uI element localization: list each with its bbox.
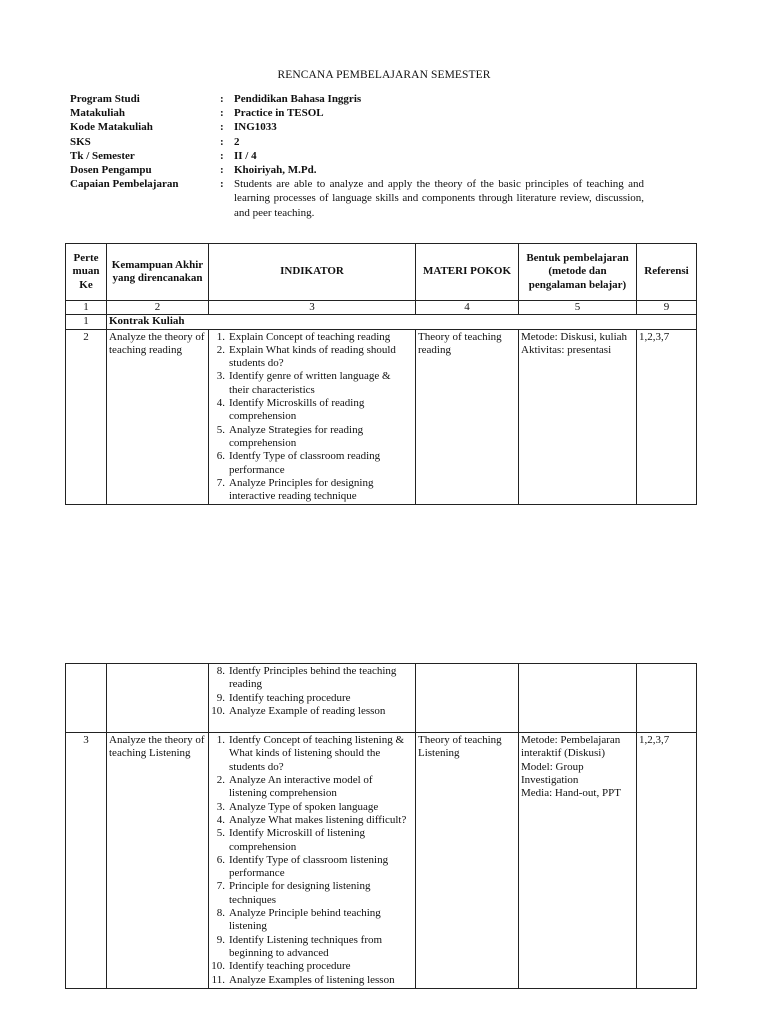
list-text: Analyze Type of spoken language	[229, 800, 379, 813]
list-item	[211, 370, 411, 397]
list-item	[211, 907, 411, 934]
list-text: Identify teaching procedure	[229, 691, 351, 704]
method-text: Metode: Pembelajaran interaktif (Diskusi)	[521, 734, 621, 760]
meta-value: Khoiriyah, M.Pd.	[234, 164, 317, 177]
list-item	[211, 424, 411, 451]
list-item	[211, 692, 411, 705]
meta-colon: :	[220, 107, 224, 120]
meta-value: ING1033	[234, 121, 277, 134]
list-number: 5.	[216, 423, 225, 436]
media-text: Media: Hand-out, PPT	[521, 787, 621, 800]
table-header-row	[66, 244, 697, 301]
material-cell: Theory of teaching reading	[416, 329, 519, 505]
list-item	[211, 854, 411, 881]
indicator-cell	[209, 329, 416, 505]
meta-row	[70, 92, 650, 106]
list-text: Identify Listening techniques from beginning to advanced	[229, 933, 383, 959]
competency-cell: Analyze the theory of teaching Listening	[107, 733, 209, 989]
list-text: Analyze What makes listening difficult?	[229, 813, 407, 826]
list-item	[211, 477, 411, 504]
list-item	[211, 974, 411, 987]
list-number: 9.	[216, 691, 225, 704]
meta-value: Pendidikan Bahasa Inggris	[234, 93, 362, 105]
learning-outcome-text: Students are able to analyze and apply the theory of the basic principles of teaching and learning processes of language skills and components through literature review, discussion, and peer teaching.	[234, 178, 644, 219]
table-row	[66, 733, 697, 989]
column-number: 3	[209, 301, 416, 315]
list-number: 3.	[216, 370, 225, 383]
meeting-number: 1	[66, 315, 107, 329]
column-number-row	[66, 301, 697, 315]
table-row	[66, 329, 697, 505]
meta-row	[70, 106, 650, 120]
meta-label: Tk / Semester	[70, 149, 135, 162]
course-info	[70, 92, 650, 220]
column-number: 4	[416, 301, 519, 315]
list-number: 1.	[216, 734, 225, 747]
meta-colon: :	[220, 93, 224, 105]
list-number: 8.	[216, 665, 225, 677]
list-text: Analyze Principle behind teaching listening	[229, 907, 381, 933]
list-item	[211, 397, 411, 424]
meta-colon: :	[220, 164, 224, 177]
table-row	[66, 664, 697, 733]
meta-row	[70, 177, 650, 220]
list-number: 2.	[216, 774, 225, 787]
list-number: 7.	[216, 476, 225, 489]
header-cell: MATERI POKOK	[416, 244, 519, 301]
list-text: Analyze An interactive model of listening comprehension	[229, 774, 373, 800]
list-item	[211, 774, 411, 801]
meta-label: SKS	[70, 135, 91, 148]
indicator-list	[211, 665, 411, 718]
list-text: Analyze Principles for designing interactive reading technique	[229, 476, 374, 503]
indicator-cell	[209, 664, 416, 733]
meta-label: Matakuliah	[70, 107, 126, 120]
competency-cell: Analyze the theory of teaching reading	[107, 329, 209, 505]
competency-cell	[107, 664, 209, 733]
list-text: Principle for designing listening techniques	[229, 880, 371, 906]
list-text: Identify Type of classroom listening performance	[229, 853, 389, 880]
meta-colon: :	[220, 149, 224, 162]
rps-table	[65, 243, 697, 505]
header-cell: Bentuk pembelajaran (metode dan pengalaman belajar)	[519, 244, 637, 301]
meta-value: II / 4	[234, 149, 257, 162]
course-contract-cell: Kontrak Kuliah	[107, 315, 697, 329]
meta-colon: :	[220, 178, 224, 191]
list-text: Identfy Principles behind the teaching reading	[229, 665, 397, 691]
meta-row	[70, 163, 650, 177]
list-number: 9.	[216, 933, 225, 946]
indicator-list	[211, 734, 411, 987]
list-item	[211, 344, 411, 371]
reference-cell: 1,2,3,7	[637, 329, 697, 505]
model-text: Model: Group Investigation	[521, 760, 584, 787]
list-number: 11.	[211, 973, 225, 986]
column-number: 2	[107, 301, 209, 315]
header-cell: INDIKATOR	[209, 244, 416, 301]
meeting-number	[66, 664, 107, 733]
list-number: 6.	[216, 853, 225, 866]
learning-form-cell	[519, 733, 637, 989]
meta-label: Program Studi	[70, 93, 140, 105]
list-number: 5.	[216, 827, 225, 840]
list-item	[211, 960, 411, 973]
rps-table-continued	[65, 663, 697, 989]
list-text: Identify Microskill of listening comprehension	[229, 827, 365, 853]
meeting-number: 2	[66, 329, 107, 505]
meta-label: Kode Matakuliah	[70, 121, 153, 134]
header-cell: Perte muan Ke	[66, 244, 107, 301]
meta-row	[70, 120, 650, 134]
meta-colon: :	[220, 121, 224, 134]
list-number: 8.	[216, 907, 225, 920]
meta-row	[70, 135, 650, 149]
list-number: 10.	[211, 960, 225, 973]
list-item	[211, 801, 411, 814]
column-number: 9	[637, 301, 697, 315]
learning-form-cell	[519, 664, 637, 733]
list-text: Identfy Type of classroom reading performance	[229, 450, 381, 476]
meta-label: Capaian Pembelajaran	[70, 178, 179, 191]
list-number: 7.	[216, 880, 225, 893]
list-text: Analyze Strategies for reading comprehension	[229, 423, 364, 449]
meta-label: Dosen Pengampu	[70, 164, 152, 177]
material-cell: Theory of teaching Listening	[416, 733, 519, 989]
meeting-number: 3	[66, 733, 107, 989]
list-text: Identify teaching procedure	[229, 960, 351, 973]
learning-form-cell	[519, 329, 637, 505]
list-number: 2.	[216, 343, 225, 356]
list-item	[211, 880, 411, 907]
reference-cell	[637, 664, 697, 733]
list-item	[211, 450, 411, 477]
list-item	[211, 827, 411, 854]
header-cell: Referensi	[637, 244, 697, 301]
document-title: RENCANA PEMBELAJARAN SEMESTER	[277, 69, 491, 81]
list-text: Identify genre of written language & their characteristics	[229, 370, 391, 396]
list-text: Explain Concept of teaching reading	[229, 330, 391, 343]
list-number: 4.	[216, 813, 225, 826]
indicator-cell	[209, 733, 416, 989]
list-number: 4.	[216, 397, 225, 410]
list-text: Analyze Example of reading lesson	[229, 704, 386, 717]
list-item	[211, 705, 411, 718]
list-item	[211, 734, 411, 774]
table-row	[66, 315, 697, 329]
header-cell: Kemampuan Akhir yang direncanakan	[107, 244, 209, 301]
list-item	[211, 665, 411, 692]
meta-row	[70, 149, 650, 163]
list-text: Analyze Examples of listening lesson	[229, 973, 395, 986]
list-item	[211, 934, 411, 961]
column-number: 5	[519, 301, 637, 315]
list-number: 10.	[211, 704, 225, 717]
list-text: Identfy Concept of teaching listening & What kinds of listening should the students do?	[229, 734, 405, 773]
list-number: 6.	[216, 450, 225, 463]
activity-text: Aktivitas: presentasi	[521, 343, 612, 356]
list-number: 1.	[216, 330, 225, 343]
list-number: 3.	[216, 800, 225, 813]
reference-cell: 1,2,3,7	[637, 733, 697, 989]
indicator-list	[211, 331, 411, 504]
list-text: Explain What kinds of reading should students do?	[229, 343, 396, 370]
list-item	[211, 331, 411, 344]
list-item	[211, 814, 411, 827]
meta-value: 2	[234, 135, 240, 148]
column-number: 1	[66, 301, 107, 315]
meta-colon: :	[220, 135, 224, 148]
material-cell	[416, 664, 519, 733]
meta-value: Practice in TESOL	[234, 107, 324, 120]
list-text: Identify Microskills of reading comprehension	[229, 397, 365, 423]
method-text: Metode: Diskusi, kuliah	[521, 330, 628, 343]
